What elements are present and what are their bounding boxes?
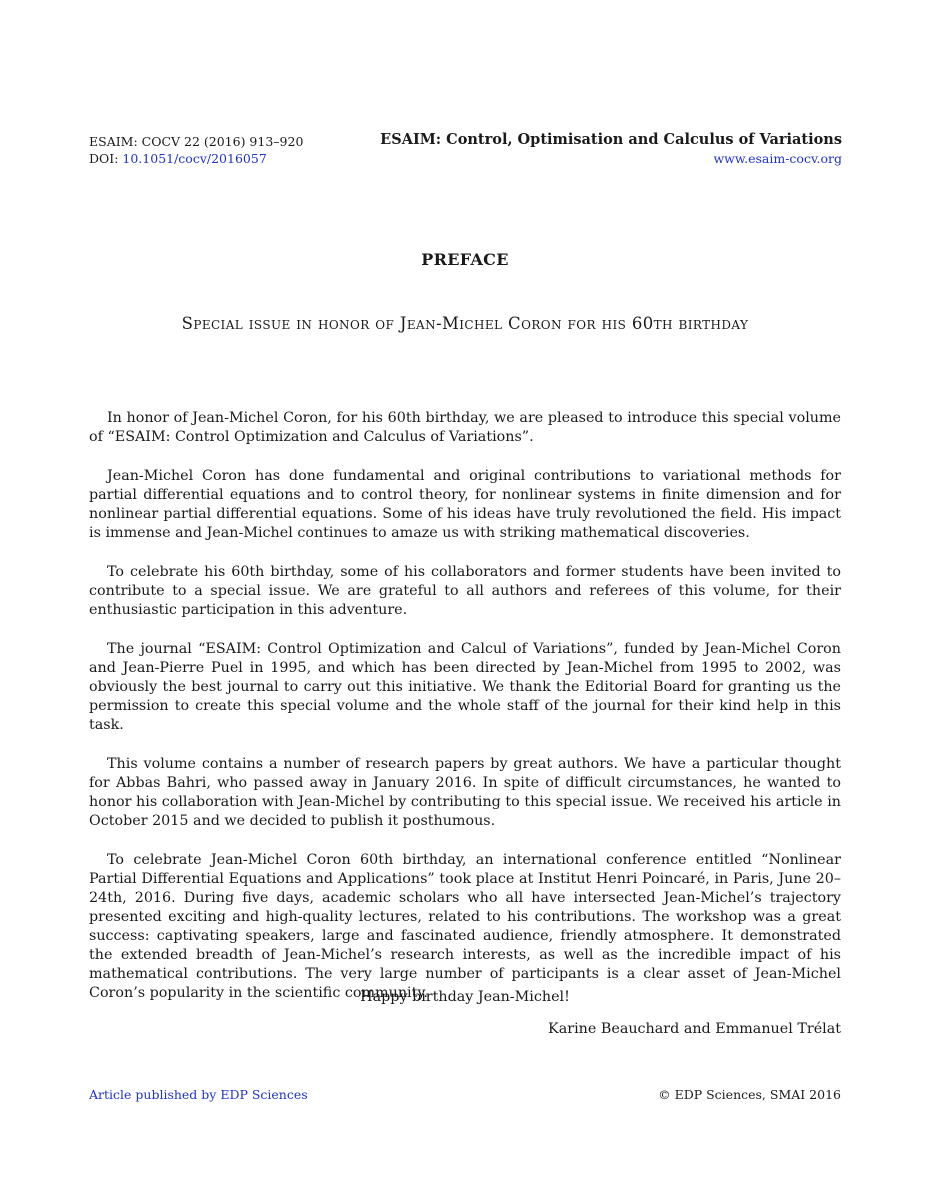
journal-website-link[interactable]: www.esaim-cocv.org [713,151,842,166]
paragraph-5: This volume contains a number of research papers by great authors. We have a particular thought for Abbas Bahri, who passed away in January 2016. In spite of difficult circumstances, he wanted to honor his collaboration with Jean-Michel by contributing to this special issue. We received his article in October 2015 and we decided to publish it posthumous. [89,756,841,829]
page-title: PREFACE [421,250,509,269]
page-subtitle: Special issue in honor of Jean-Michel Coron for his 60th birthday [181,314,749,333]
paragraph-6: To celebrate Jean-Michel Coron 60th birthday, an international conference entitled “Nonlinear Partial Differential Equations and Applications” took place at Institut Henri Poincaré, in Paris, June 20–24th, 2016. During five days, academic scholars who all have intersected Jean-Michel’s trajectory presented exciting and high-quality lectures, related to his contributions. The workshop was a great success: captivating speakers, large and fascinated audience, friendly atmosphere. It demonstrated the extended breadth of Jean-Michel’s research interests, as well as the incredible impact of his mathematical contributions. The very large number of participants is a clear asset of Jean-Michel Coron’s popularity in the scientific community. [89,852,841,1001]
paragraph-4: The journal “ESAIM: Control Optimization and Calcul of Variations”, funded by Jean-Michel Coron and Jean-Pierre Puel in 1995, and which has been directed by Jean-Michel from 1995 to 2002, was obviously the best journal to carry out this initiative. We thank the Editorial Board for granting us the permission to create this special volume and the whole staff of the journal for their kind help in this task. [89,641,841,733]
doi-line [89,150,303,167]
copyright-notice: © EDP Sciences, SMAI 2016 [658,1087,841,1102]
preface-body [89,409,841,1023]
journal-title: ESAIM: Control, Optimisation and Calculus of Variations [380,131,842,148]
paragraph-2: Jean-Michel Coron has done fundamental and original contributions to variational methods for partial differential equations and to control theory, for nonlinear systems in finite dimension and for nonlinear partial differential equations. Some of his ideas have truly revolutioned the field. His impact is immense and Jean-Michel continues to amaze us with striking mathematical discoveries. [89,468,841,541]
doi-label: DOI: [89,151,119,166]
paragraph-3: To celebrate his 60th birthday, some of his collaborators and former students have been invited to contribute to a special issue. We are grateful to all authors and referees of this volume, for their enthusiastic participation in this adventure. [89,564,841,618]
citation-line: ESAIM: COCV 22 (2016) 913–920 [89,134,304,149]
signature: Karine Beauchard and Emmanuel Trélat [548,1021,841,1037]
journal-header [380,130,842,167]
doi-link[interactable]: 10.1051/cocv/2016057 [122,151,267,166]
publisher-link[interactable]: Article published by EDP Sciences [89,1087,308,1102]
article-citation-block [89,133,303,167]
paragraph-1: In honor of Jean-Michel Coron, for his 60th birthday, we are pleased to introduce this special volume of “ESAIM: Control Optimization and Calculus of Variations”. [89,410,841,445]
closing-line: Happy birthday Jean-Michel! [360,989,570,1005]
